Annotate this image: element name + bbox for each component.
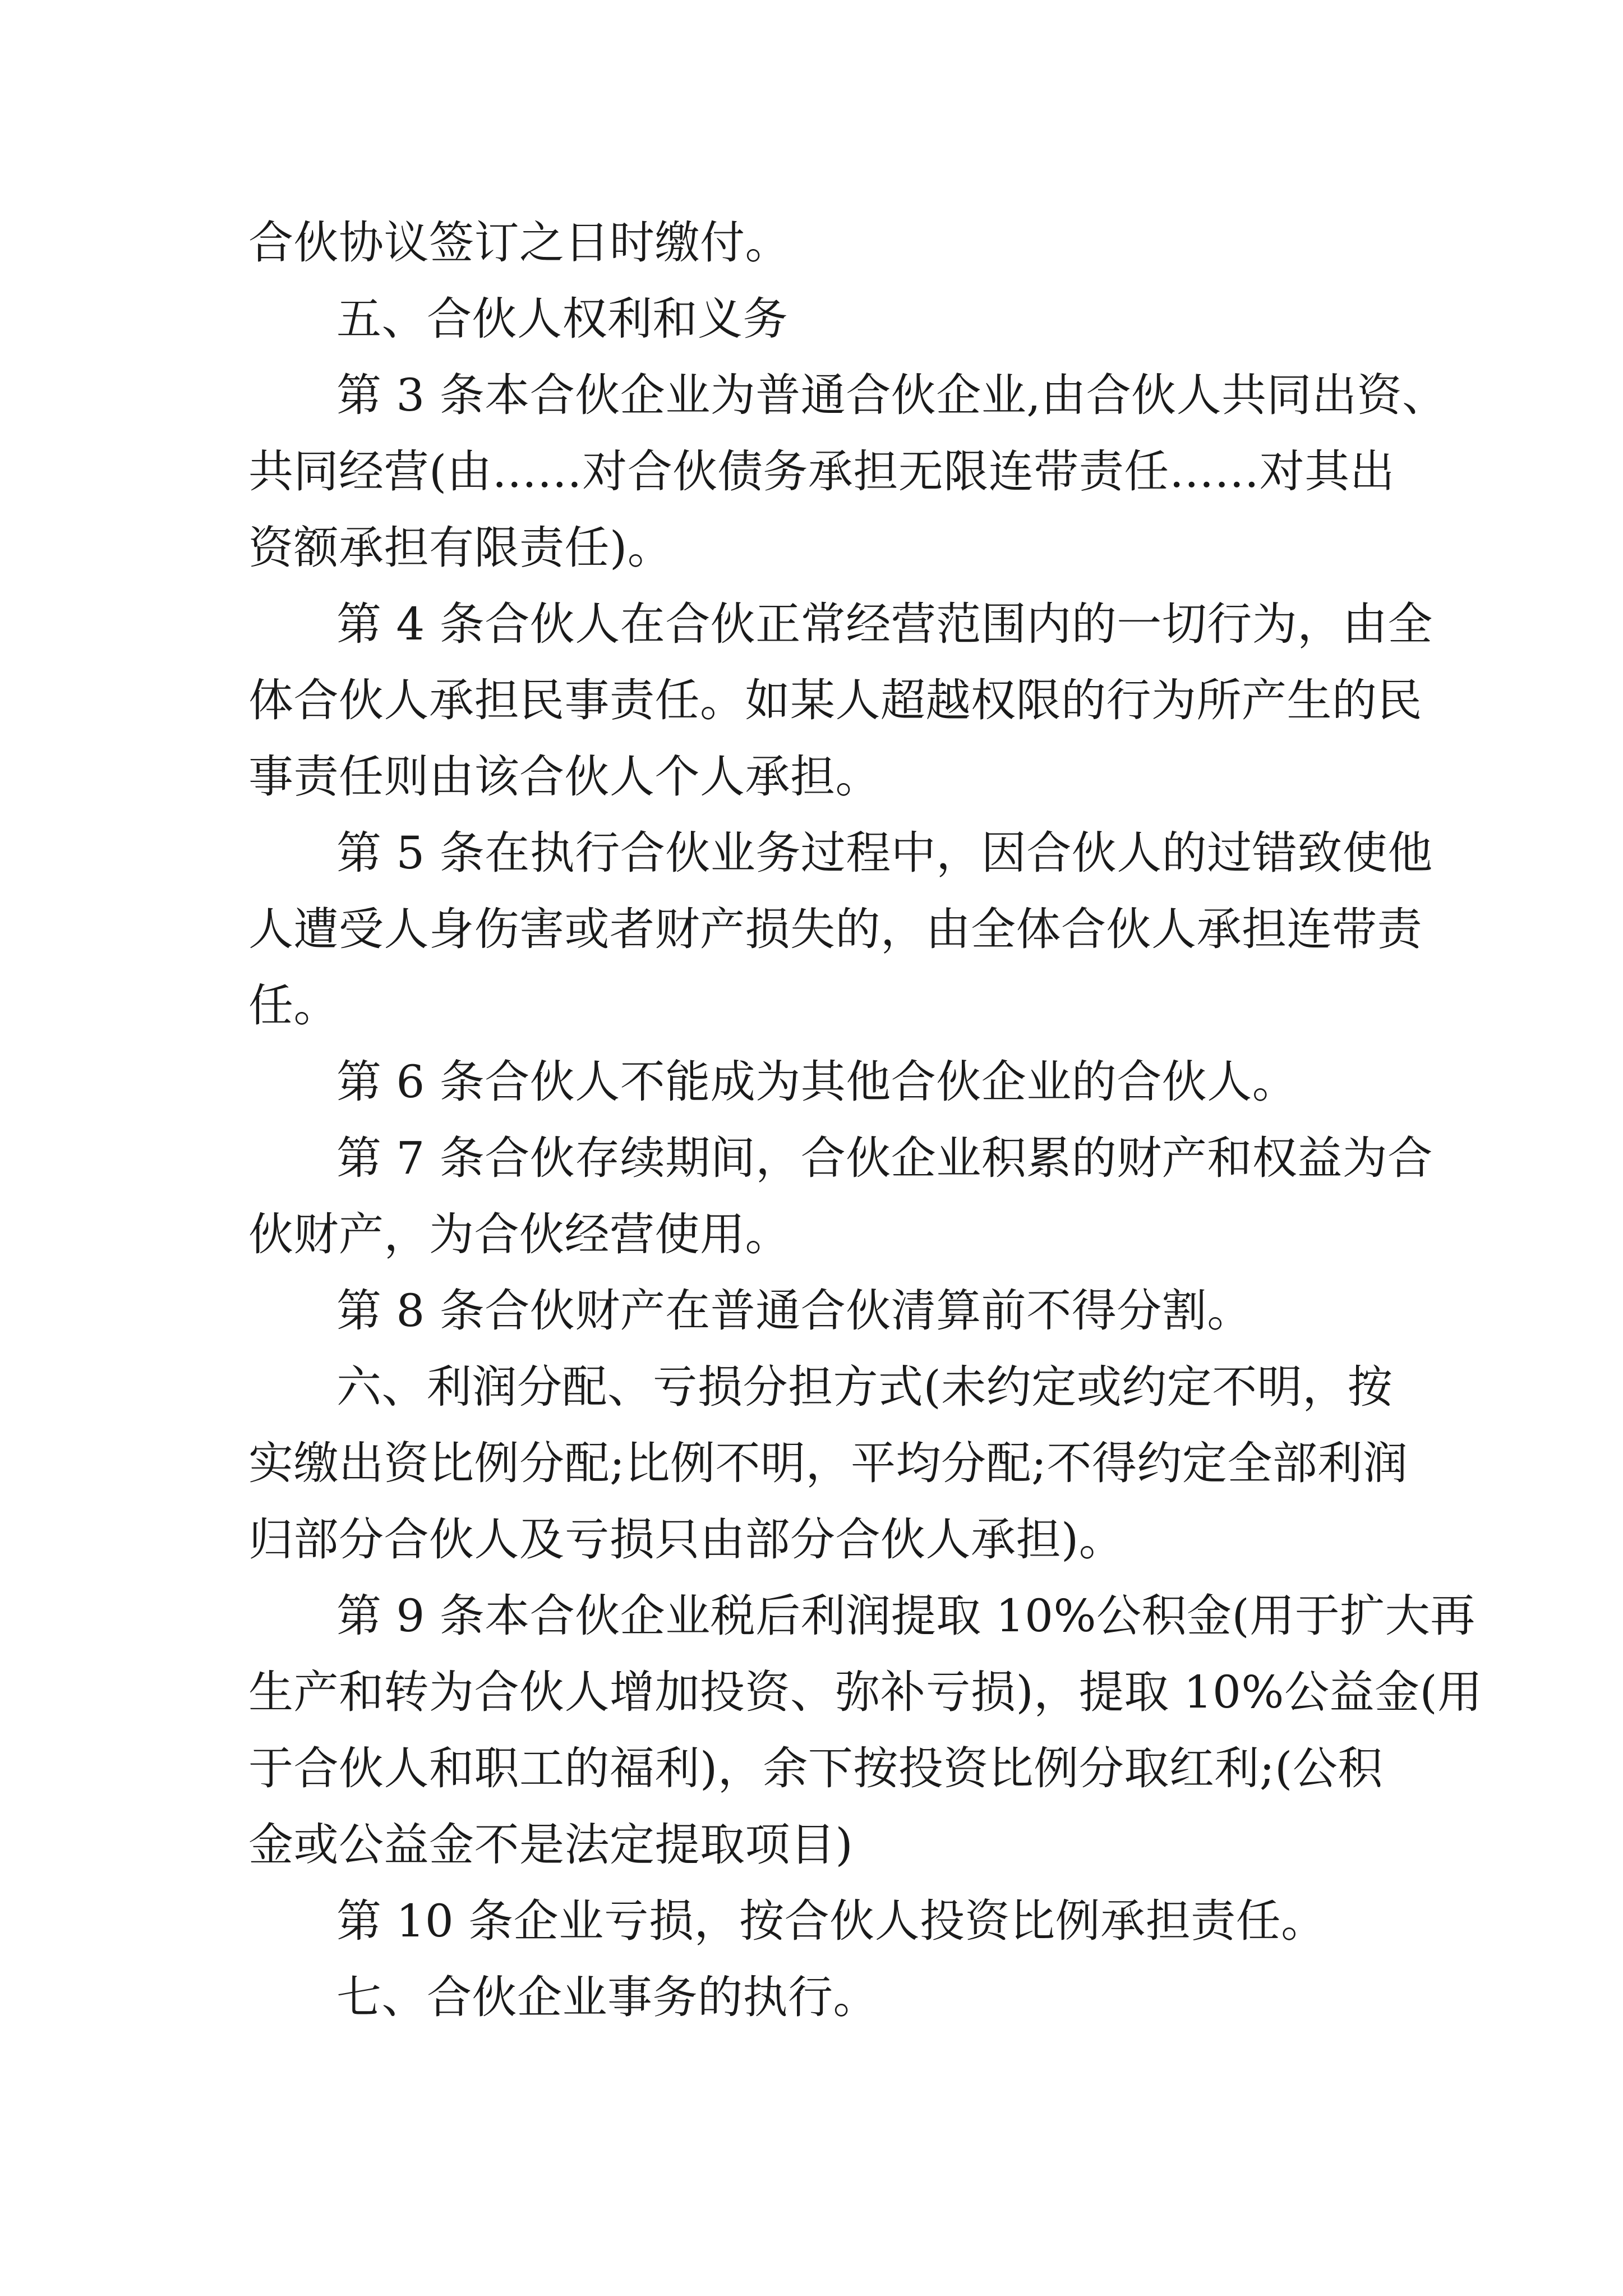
section-heading: 七、合伙企业事务的执行。 [336,1971,878,2023]
text-line: 事责任则由该合伙人个人承担。 [248,751,880,803]
text-line: 第 10 条企业亏损，按合伙人投资比例承担责任。 [336,1895,1326,1947]
section-heading: 五、合伙人权利和义务 [336,293,788,345]
text-line: 伙财产，为合伙经营使用。 [248,1208,790,1260]
text-line: 第 9 条本合伙企业税后利润提取 10%公积金(用于扩大再 [336,1590,1476,1642]
text-line: 于合伙人和职工的福利)，余下按投资比例分取红利;(公积 [248,1742,1383,1795]
text-line: 第 6 条合伙人不能成为其他合伙企业的合伙人。 [336,1056,1298,1108]
text-line: 共同经营(由……对合伙债务承担无限连带责任……对其出 [248,445,1395,498]
text-line: 第 4 条合伙人在合伙正常经营范围内的一切行为，由全 [336,598,1433,650]
document-page [248,205,1483,2036]
text-line: 第 3 条本合伙企业为普通合伙企业,由合伙人共同出资、 [336,369,1447,421]
text-line: 生产和转为合伙人增加投资、弥补亏损)，提取 10%公益金(用 [248,1666,1483,1718]
text-line: 体合伙人承担民事责任。如某人超越权限的行为所产生的民 [248,674,1422,726]
text-line: 归部分合伙人及亏损只由部分合伙人承担)。 [248,1513,1124,1566]
text-line: 人遭受人身伤害或者财产损失的，由全体合伙人承担连带责 [248,903,1422,955]
text-line: 金或公益金不是法定提取项目) [248,1819,854,1871]
text-line: 任。 [248,979,339,1032]
section-heading: 六、利润分配、亏损分担方式(未约定或约定不明，按 [336,1361,1393,1413]
text-line: 第 8 条合伙财产在普通合伙清算前不得分割。 [336,1285,1252,1337]
text-line: 实缴出资比例分配;比例不明，平均分配;不得约定全部利润 [248,1437,1408,1489]
text-line: 第 5 条在执行合伙业务过程中，因合伙人的过错致使他 [336,827,1433,879]
text-line: 资额承担有限责任)。 [248,522,673,574]
text-line: 合伙协议签订之日时缴付。 [248,217,790,269]
text-line: 第 7 条合伙存续期间，合伙企业积累的财产和权益为合 [336,1132,1433,1184]
